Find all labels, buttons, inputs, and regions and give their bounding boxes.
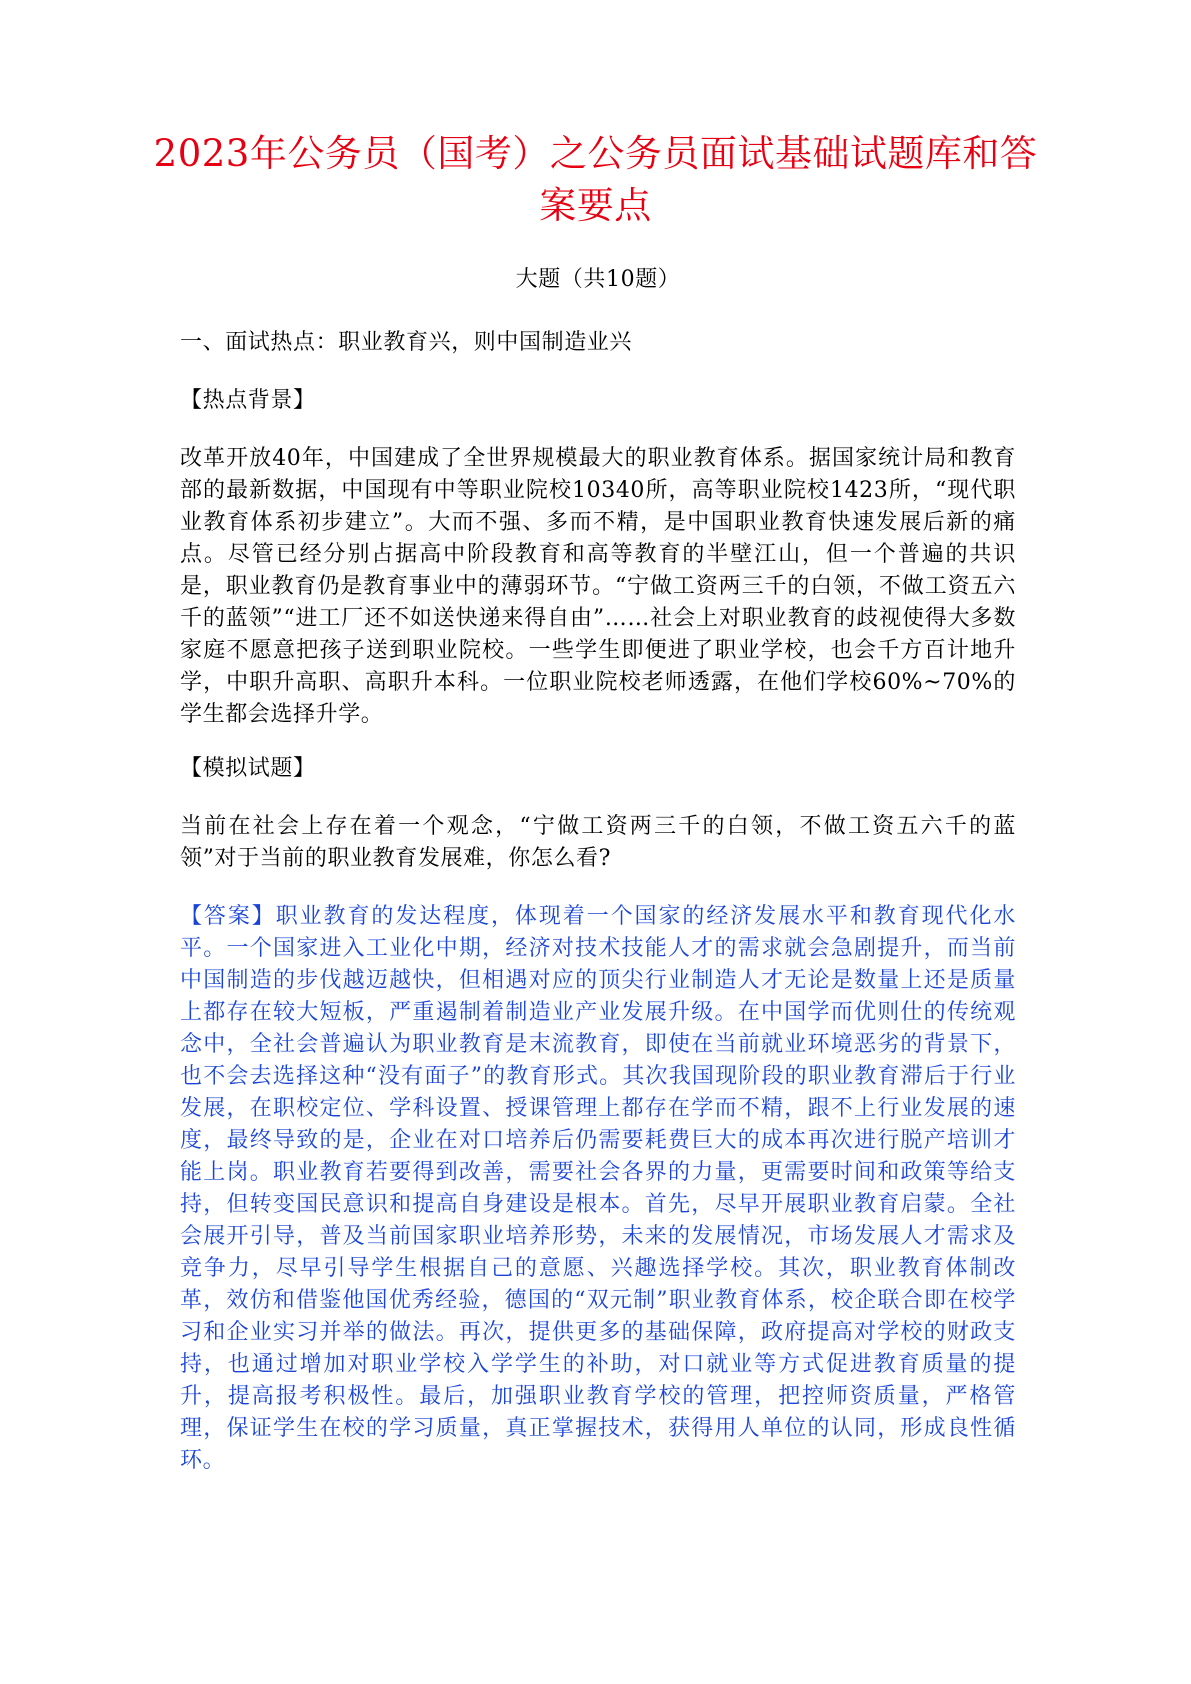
document-title: 2023年公务员（国考）之公务员面试基础试题库和答案要点 <box>153 132 1038 227</box>
question-title: 一、面试热点：职业教育兴，则中国制造业兴 <box>180 330 633 355</box>
background-label: 【热点背景】 <box>180 388 316 413</box>
answer-label: 【答案】 <box>180 904 276 929</box>
mock-question-label: 【模拟试题】 <box>180 756 316 781</box>
mock-question-text: 当前在社会上存在着一个观念，“宁做工资两三千的白领，不做工资五六千的蓝领”对于当前的职业教育发展难，你怎么看? <box>180 814 1016 871</box>
answer-block <box>180 901 1016 1477</box>
answer-text: 职业教育的发达程度，体现着一个国家的经济发展水平和教育现代化水平。一个国家进入工业化中期，经济对技术技能人才的需求就会急剧提升，而当前中国制造的步伐越迈越快，但相遇对应的顶尖行业制造人才无论是数量上还是质量上都存在较大短板，严重遏制着制造业产业发展升级。在中国学而优则仕的传统观念中，全社会普遍认为职业教育是末流教育，即使在当前就业环境恶劣的背景下，也不会去选择这种“没有面子”的教育形式。其次我国现阶段的职业教育滞后于行业发展，在职校定位、学科设置、授课管理上都存在学而不精，跟不上行业发展的速度，最终导致的是，企业在对口培养后仍需要耗费巨大的成本再次进行脱产培训才能上岗。职业教育若要得到改善，需要社会各界的力量，更需要时间和政策等给支持，但转变国民意识和提高自身建设是根本。首先，尽早开展职业教育启蒙。全社会展开引导，普及当前国家职业培养形势，未来的发展情况，市场发展人才需求及竞争力，尽早引导学生根据自己的意愿、兴趣选择学校。其次，职业教育体制改革，效仿和借鉴他国优秀经验，德国的“双元制”职业教育体系，校企联合即在校学习和企业实习并举的做法。再次，提供更多的基础保障，政府提高对学校的财政支持，也通过增加对职业学校入学学生的补助，对口就业等方式促进教育质量的提升，提高报考积极性。最后，加强职业教育学校的管理，把控师资质量，严格管理，保证学生在校的学习质量，真正掌握技术，获得用人单位的认同，形成良性循环。 <box>180 904 1016 1473</box>
section-header: 大题（共10题） <box>515 267 681 292</box>
background-text: 改革开放40年，中国建成了全世界规模最大的职业教育体系。据国家统计局和教育部的最新数据，中国现有中等职业院校10340所，高等职业院校1423所，“现代职业教育体系初步建立”。大而不强、多而不精，是中国职业教育快速发展后新的痛点。尽管已经分别占据高中阶段教育和高等教育的半壁江山，但一个普遍的共识是，职业教育仍是教育事业中的薄弱环节。“宁做工资两三千的白领，不做工资五六千的蓝领”“进工厂还不如送快递来得自由”……社会上对职业教育的歧视使得大多数家庭不愿意把孩子送到职业院校。一些学生即便进了职业学校，也会千方百计地升学，中职升高职、高职升本科。一位职业院校老师透露，在他们学校60%~70%的学生都会选择升学。 <box>180 446 1016 727</box>
